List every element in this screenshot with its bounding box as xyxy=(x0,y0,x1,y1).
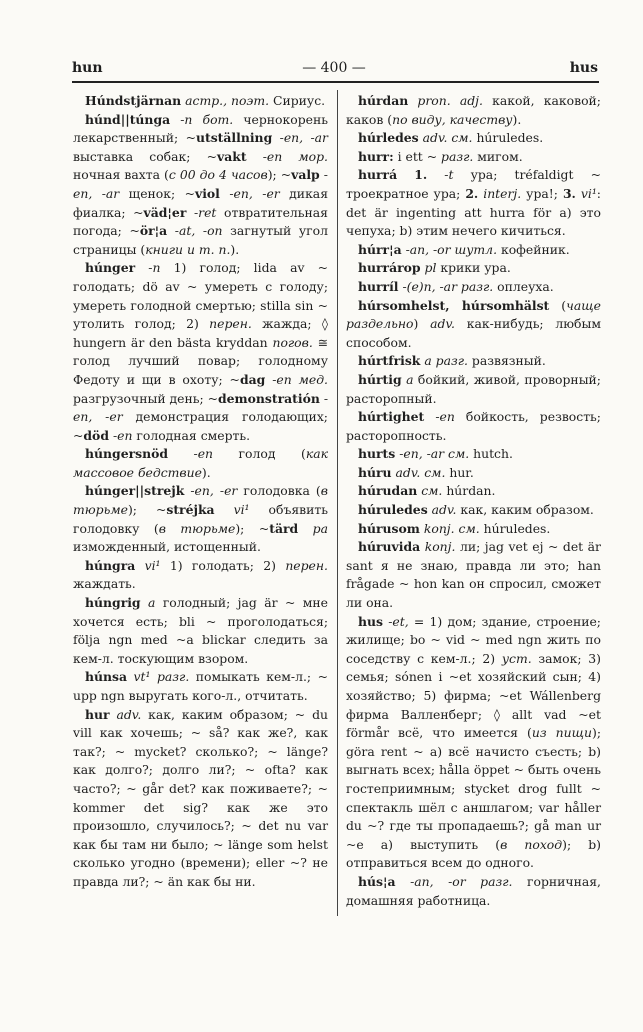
entry-text: : det är ingenting att hurra för a) это чепуха; b) этим нечего кичиться. xyxy=(346,185,601,239)
entry-label: konj. xyxy=(424,539,456,555)
entry-text: развязный. xyxy=(467,353,546,369)
entry-label: -(e)n, -ar разг. xyxy=(402,278,494,294)
entry-label: konj. см. xyxy=(423,520,480,536)
entry-headword: húruvida xyxy=(358,539,421,555)
entry-text: ура!; xyxy=(521,185,563,201)
entry-text: загнутый угол страницы ( xyxy=(73,223,328,257)
entry-label: adv. см. xyxy=(422,130,473,146)
entry-text: крики ура. xyxy=(436,260,511,276)
entry-label: -en, -er xyxy=(190,483,238,499)
entry-text: жаждать. xyxy=(73,576,136,592)
entry-headword: húrtfrisk xyxy=(358,353,421,369)
entry-label: -en xyxy=(193,446,214,462)
entry-text xyxy=(141,595,148,610)
entry-text xyxy=(427,167,444,182)
entry-text: выставка собак; ~ xyxy=(73,148,217,164)
dictionary-entry xyxy=(346,371,601,408)
entry-text: hur. xyxy=(445,464,474,480)
entry-label: -en, -ar xyxy=(73,167,328,201)
entry-headword: húrusom xyxy=(358,520,420,536)
entry-label: -an, -or разг. xyxy=(410,873,513,889)
entry-label: -at, -on xyxy=(174,223,223,239)
entry-label: как массовое бедствие xyxy=(73,446,328,480)
entry-text xyxy=(186,205,194,220)
entry-text: = 1) дом; здание, строение; жилище; bo ~ vid ~ med ngn жить по соседству с кем-л.; 2) xyxy=(346,613,601,666)
entry-label: -ret xyxy=(193,204,217,220)
entry-label: vi¹ xyxy=(580,185,597,201)
entry-headword: húnsa xyxy=(85,669,128,685)
entry-label: перен. xyxy=(285,557,328,573)
entry-text: мигом. xyxy=(473,148,523,164)
entry-text xyxy=(220,186,229,201)
entry-text: как-нибудь; любым способом. xyxy=(346,316,602,350)
entry-text: Сириус. xyxy=(269,93,326,108)
entry-headword: ör¦a xyxy=(139,223,168,239)
dictionary-entry xyxy=(346,445,601,464)
entry-label: a разг. xyxy=(424,353,468,369)
entry-headword: utställning xyxy=(195,130,273,146)
entry-headword: stréjka xyxy=(166,502,215,518)
entry-text: как, каким образом. xyxy=(456,502,594,518)
dictionary-entry xyxy=(346,352,601,371)
entry-text xyxy=(272,130,279,145)
entry-text: ура; tréfaldigt ~ троекратное ура; xyxy=(346,167,601,201)
entry-label: с 00 до 4 часов xyxy=(168,167,268,183)
entry-text: 1) голодать; 2) xyxy=(160,557,286,573)
entry-headword: húrsomhelst, húrsomhälst xyxy=(358,297,550,313)
dictionary-entry xyxy=(346,482,601,501)
right-column xyxy=(346,92,601,910)
entry-text xyxy=(135,260,148,275)
dictionary-entry xyxy=(346,92,601,129)
entry-label: -t xyxy=(444,167,454,183)
entry-headword: húrtighet xyxy=(358,409,425,425)
entry-label: vi¹ xyxy=(144,557,161,573)
entry-text: изможденный, истощенный. xyxy=(73,539,261,555)
dictionary-entry xyxy=(346,166,601,240)
entry-headword: demonstratión xyxy=(217,390,320,406)
entry-text: горничная, домашняя работница. xyxy=(346,873,601,908)
entry-label: в поход xyxy=(500,836,563,852)
entry-headword: hurrá xyxy=(358,167,398,183)
dictionary-entry xyxy=(346,259,601,278)
entry-headword: húruledes xyxy=(358,502,428,518)
entry-label: -en xyxy=(112,427,133,443)
dictionary-entry xyxy=(346,241,601,260)
dictionary-entry xyxy=(346,613,601,873)
entry-headword: húnd||túnga xyxy=(85,111,171,127)
left-column xyxy=(73,92,328,892)
entry-label: -et, xyxy=(388,613,409,629)
entry-label: по виду, качеству xyxy=(392,111,513,127)
entry-label: в тюрьме xyxy=(158,520,236,536)
header-left-headword: hun xyxy=(72,60,103,76)
entry-text xyxy=(298,521,312,536)
entry-text: дикая фиалка; ~ xyxy=(73,185,329,220)
entry-text: hutch. xyxy=(469,446,513,462)
entry-label: adv. xyxy=(431,502,457,518)
entry-text: голодная смерть. xyxy=(132,427,251,443)
dictionary-entry xyxy=(73,706,328,892)
header-right-headword: hus xyxy=(569,60,598,76)
entry-text xyxy=(135,558,144,573)
entry-label: adv. см. xyxy=(395,464,446,480)
column-divider xyxy=(337,90,338,916)
entry-label: -en, -er xyxy=(229,185,280,201)
entry-headword: död xyxy=(83,427,109,443)
entry-text: как, каким образом; ~ du vill как хочешь; ~ så? как же?, как так?; ~ mycket? сколько?; ~ länge? как долго?; долго ли?; ~ ofta? как часто?; ~ går det? как поживаете?; ~ kommer det sig? как же это произошло, случилось?; ~ det nu var как бы там ни было; ~ länge som helst сколько угодно (времени); eller ~? не правда ли?; ~ än как бы ни. xyxy=(73,706,328,889)
entry-label: -en xyxy=(435,409,455,425)
page-header xyxy=(70,58,598,80)
entry-headword: hus xyxy=(358,613,383,629)
dictionary-entry xyxy=(73,111,328,260)
dictionary-entry xyxy=(73,594,328,668)
entry-label: vt¹ разг. xyxy=(133,669,190,685)
entry-headword: húrr¦a xyxy=(358,241,402,257)
entry-headword: húngrig xyxy=(85,595,141,611)
entry-headword: húnger xyxy=(85,260,136,276)
entry-text: húruledes. xyxy=(479,520,551,536)
entry-text: оплеуха. xyxy=(493,278,554,294)
entry-text: разгрузочный день; ~ xyxy=(73,390,218,406)
dictionary-entry xyxy=(73,445,328,482)
dictionary-entry xyxy=(346,278,601,297)
entry-text: отвратительная погода; ~ xyxy=(73,204,328,239)
entry-text: ). xyxy=(201,464,211,480)
entry-text xyxy=(215,502,234,517)
dictionary-entry xyxy=(346,464,601,483)
entry-label: -an, -or шутл. xyxy=(405,241,498,257)
entry-headword: 1. xyxy=(414,167,428,183)
entry-headword: hús¦a xyxy=(358,873,396,889)
entry-text: ); ~ xyxy=(235,520,270,536)
entry-headword: húngra xyxy=(85,557,136,573)
entry-headword: húrtig xyxy=(358,371,402,387)
entry-headword: húrdan xyxy=(358,93,409,108)
entry-text: ); b) отправиться всем до одного. xyxy=(346,836,601,871)
entry-label: -en, -er xyxy=(73,390,329,425)
entry-label: pron. adj. xyxy=(417,93,483,108)
entry-label: pl xyxy=(424,260,437,276)
dictionary-entry xyxy=(346,408,601,445)
entry-headword: hurríl xyxy=(358,278,399,294)
entry-text xyxy=(397,167,414,182)
entry-text xyxy=(396,874,411,889)
entry-headword: väd¦er xyxy=(143,204,187,220)
entry-label: чаще раздельно xyxy=(346,297,601,332)
entry-headword: húnger||strejk xyxy=(85,483,185,499)
dictionary-entry xyxy=(73,92,328,111)
entry-text: ); ~ xyxy=(267,167,292,183)
entry-text xyxy=(167,223,175,238)
entry-text xyxy=(170,112,180,127)
entry-text: i ett ~ xyxy=(393,148,442,164)
dictionary-entry xyxy=(346,501,601,520)
entry-text: объявить голодовку ( xyxy=(73,502,328,536)
entry-label: -n xyxy=(148,260,161,276)
entry-label: -en мед. xyxy=(272,371,328,387)
entry-label: -n бот. xyxy=(180,111,234,127)
dictionary-entry xyxy=(346,129,601,148)
entry-label: -en мор. xyxy=(262,148,328,164)
entry-label: перен. xyxy=(209,316,252,332)
dictionary-entry xyxy=(73,482,328,556)
dictionary-entry xyxy=(346,297,601,353)
dictionary-entry xyxy=(346,873,601,910)
dictionary-entry xyxy=(346,148,601,167)
entry-label: a xyxy=(406,371,414,387)
entry-headword: 3. xyxy=(562,185,576,201)
entry-headword: tärd xyxy=(269,520,299,536)
entry-text: чернокорень лекарственный; ~ xyxy=(73,111,328,146)
entry-label: -en, -ar xyxy=(279,130,328,146)
entry-label: pa xyxy=(312,520,328,536)
entry-text: какой, каковой; каков ( xyxy=(346,93,601,127)
entry-text: помыкать кем-л.; ~ upp ngn выругать кого-л., отчитать. xyxy=(73,669,328,703)
entry-text: ≅ голод лучший повар; голодному Федоту и щи в охоту; ~ xyxy=(73,334,329,387)
entry-headword: hurr: xyxy=(358,148,394,164)
entry-text xyxy=(247,149,263,164)
entry-text: кофейник. xyxy=(497,241,570,257)
dictionary-entry xyxy=(73,668,328,705)
entry-text: голодный; jag är ~ мне хочется есть; bli ~ проголодаться; följa ngn med ~a blickar следить за кем-л. тоскующим взором. xyxy=(73,595,328,666)
entry-headword: hur xyxy=(85,706,110,722)
entry-headword: valp xyxy=(291,167,320,183)
entry-text: ) xyxy=(413,316,431,332)
entry-headword: vakt xyxy=(217,148,247,164)
entry-text: ). xyxy=(512,111,522,127)
entry-text: ночная вахта ( xyxy=(73,167,169,183)
entry-label: астр., поэт. xyxy=(185,93,270,108)
entry-text xyxy=(168,446,194,461)
entry-text: демонстрация голодающих; ~ xyxy=(73,409,328,443)
page-number: — 400 — xyxy=(302,60,366,76)
entry-headword: viol xyxy=(195,185,220,201)
header-rule xyxy=(72,81,599,83)
entry-headword: húrudan xyxy=(358,483,418,499)
entry-headword: 2. xyxy=(465,185,479,201)
dictionary-entry xyxy=(346,520,601,539)
entry-label: разг. xyxy=(441,148,474,164)
entry-text: ); göra rent ~ a) всё начисто съесть; b) выгнать всех; hålla öppet ~ быть очень гостеприимным; stycket drog fullt ~ спектакль шёл с аншлагом; var håller du ~? где ты пропадаешь?; gå man ur ~e a) выступить ( xyxy=(346,725,601,852)
entry-headword: Húndstjärnan xyxy=(85,93,182,108)
entry-text: ли; jag vet ej ~ det är sant я не знаю, правда ли это; han frågade ~ hon kan он спросил, сможет ли она. xyxy=(346,539,601,611)
entry-text: замок; 3) семья; sónen i ~et хозяйский сын; 4) хозяйство; 5) фирма; ~et Wállenberg фирма Валленберг; ◊ allt vad ~et förmår всё, что имеется ( xyxy=(346,650,601,741)
entry-label: в тюрьме xyxy=(73,483,328,518)
entry-headword: hurts xyxy=(358,446,396,462)
entry-text: ); ~ xyxy=(127,502,167,518)
dictionary-entry xyxy=(73,259,328,445)
entry-text xyxy=(424,409,435,424)
entry-headword: húngersnöd xyxy=(85,446,169,462)
entry-text: бойкость, резвость; расторопность. xyxy=(346,409,601,443)
entry-label: из пищи xyxy=(531,725,592,741)
entry-label: уст. xyxy=(501,650,532,666)
entry-label: vi¹ xyxy=(233,502,250,518)
dictionary-entry xyxy=(346,538,601,612)
entry-label: погов. xyxy=(272,334,313,350)
entry-label: interj. xyxy=(483,185,522,201)
entry-label: adv. xyxy=(116,706,142,722)
entry-headword: dag xyxy=(239,371,266,387)
entry-text: ). xyxy=(230,241,240,257)
entry-text: голод ( xyxy=(213,446,306,462)
dictionary-entry xyxy=(73,557,328,594)
entry-headword: húru xyxy=(358,464,392,480)
entry-text: 1) голод; lida av ~ голодать; dö av ~ умереть с голоду; умереть голодной смертью; stilla sin ~ утолить голод; 2) xyxy=(73,260,328,332)
entry-label: см. xyxy=(421,483,443,499)
entry-text: бойкий, живой, проворный; расторопный. xyxy=(346,371,601,406)
entry-label: книги и т. п. xyxy=(145,241,231,257)
entry-label: a xyxy=(148,595,156,611)
entry-label: adv. xyxy=(430,316,455,332)
entry-text: голодовка ( xyxy=(237,483,321,499)
entry-label: -en, -ar см. xyxy=(399,446,470,462)
entry-headword: hurrárop xyxy=(358,260,421,276)
entry-text: húruledes. xyxy=(472,130,544,146)
entry-text: húrdan. xyxy=(442,483,496,499)
entry-text: щенок; ~ xyxy=(119,185,196,201)
entry-headword: húrledes xyxy=(358,130,419,146)
entry-text: ( xyxy=(549,297,567,313)
entry-text: жажда; ◊ hungern är den bästa kryddan xyxy=(73,316,328,350)
